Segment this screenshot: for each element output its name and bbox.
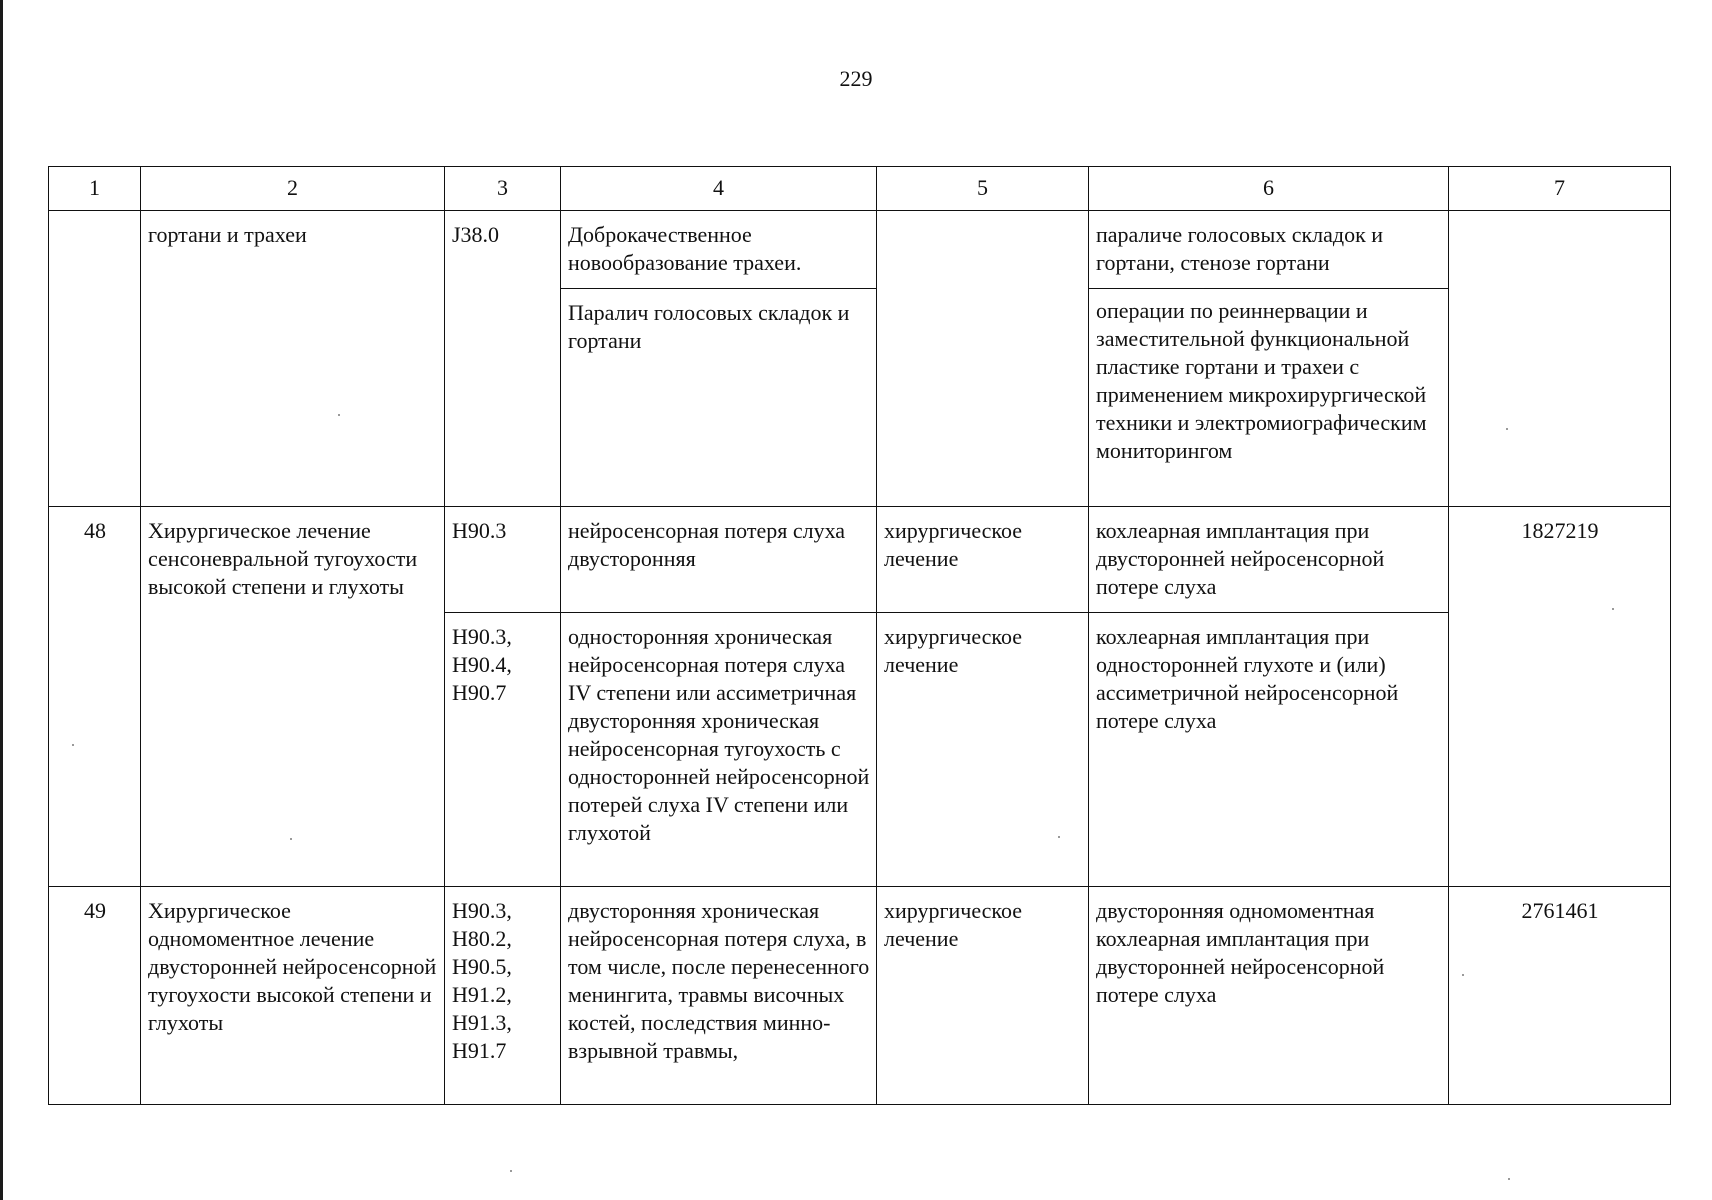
cont-diagnosis-2: Паралич голосовых складок и гортани (561, 289, 877, 507)
table-row (49, 887, 1671, 1105)
row-method: кохлеарная имплантация при двусторонней нейросенсорной потере слуха (1089, 507, 1449, 613)
header-cell-6: 6 (1089, 167, 1449, 211)
cont-treatment-cell (877, 211, 1089, 507)
table-row (49, 507, 1671, 613)
header-cell-2: 2 (141, 167, 445, 211)
scan-edge-line (0, 0, 3, 1200)
header-cell-3: 3 (445, 167, 561, 211)
cont-diagnosis-1: Доброкачественное новообразование трахеи. (561, 211, 877, 289)
scan-speck (338, 414, 340, 416)
table-row (49, 211, 1671, 289)
row-number: 48 (49, 507, 141, 887)
header-cell-5: 5 (877, 167, 1089, 211)
row-code: H90.3 (445, 507, 561, 613)
row-diagnosis: нейросенсорная потеря слуха двусторонняя (561, 507, 877, 613)
cont-price-cell (1449, 211, 1671, 507)
row-price: 1827219 (1449, 507, 1671, 887)
scan-speck (290, 838, 292, 840)
row-diagnosis: односторонняя хроническая нейросенсорная потеря слуха IV степени или ассиметричная двусторонняя хроническая нейросенсорная тугоухость с односторонней нейросенсорной потерей слуха IV степени или глухотой (561, 613, 877, 887)
scan-speck (72, 744, 74, 746)
scan-speck (1506, 428, 1508, 430)
page-number: 229 (839, 66, 873, 91)
scan-speck (510, 1170, 512, 1172)
scan-speck (1612, 608, 1614, 610)
scan-speck (1508, 1178, 1510, 1180)
row-treatment: хирургическое лечение (877, 887, 1089, 1105)
row-diagnosis: двусторонняя хроническая нейросенсорная потеря слуха, в том числе, после перенесенного менингита, травмы височных костей, последствия минно-взрывной травмы, (561, 887, 877, 1105)
row-method: двусторонняя одномоментная кохлеарная имплантация при двусторонней нейросенсорной потере слуха (1089, 887, 1449, 1105)
cont-code-cell: J38.0 (445, 211, 561, 507)
row-price: 2761461 (1449, 887, 1671, 1105)
procedures-table (48, 166, 1671, 1105)
cont-num-cell (49, 211, 141, 507)
header-cell-4: 4 (561, 167, 877, 211)
cont-method-2: операции по реиннервации и заместительной функциональной пластике гортани и трахеи с применением микрохирургической техники и электромиографическим мониторингом (1089, 289, 1449, 507)
cont-method-1: параличе голосовых складок и гортани, стенозе гортани (1089, 211, 1449, 289)
row-treatment: хирургическое лечение (877, 507, 1089, 613)
table-header-row (49, 167, 1671, 211)
row-name: Хирургическое лечение сенсоневральной тугоухости высокой степени и глухоты (141, 507, 445, 887)
row-treatment: хирургическое лечение (877, 613, 1089, 887)
scan-speck (1462, 974, 1464, 976)
header-cell-7: 7 (1449, 167, 1671, 211)
cont-name-cell: гортани и трахеи (141, 211, 445, 507)
header-cell-1: 1 (49, 167, 141, 211)
row-method: кохлеарная имплантация при односторонней глухоте и (или) ассиметричной нейросенсорной потере слуха (1089, 613, 1449, 887)
row-code: H90.3, H80.2, H90.5, H91.2, H91.3, H91.7 (445, 887, 561, 1105)
row-name: Хирургическое одномоментное лечение двусторонней нейросенсорной тугоухости высокой степени и глухоты (141, 887, 445, 1105)
row-code: H90.3, H90.4, H90.7 (445, 613, 561, 887)
row-number: 49 (49, 887, 141, 1105)
scan-speck (1058, 836, 1060, 838)
